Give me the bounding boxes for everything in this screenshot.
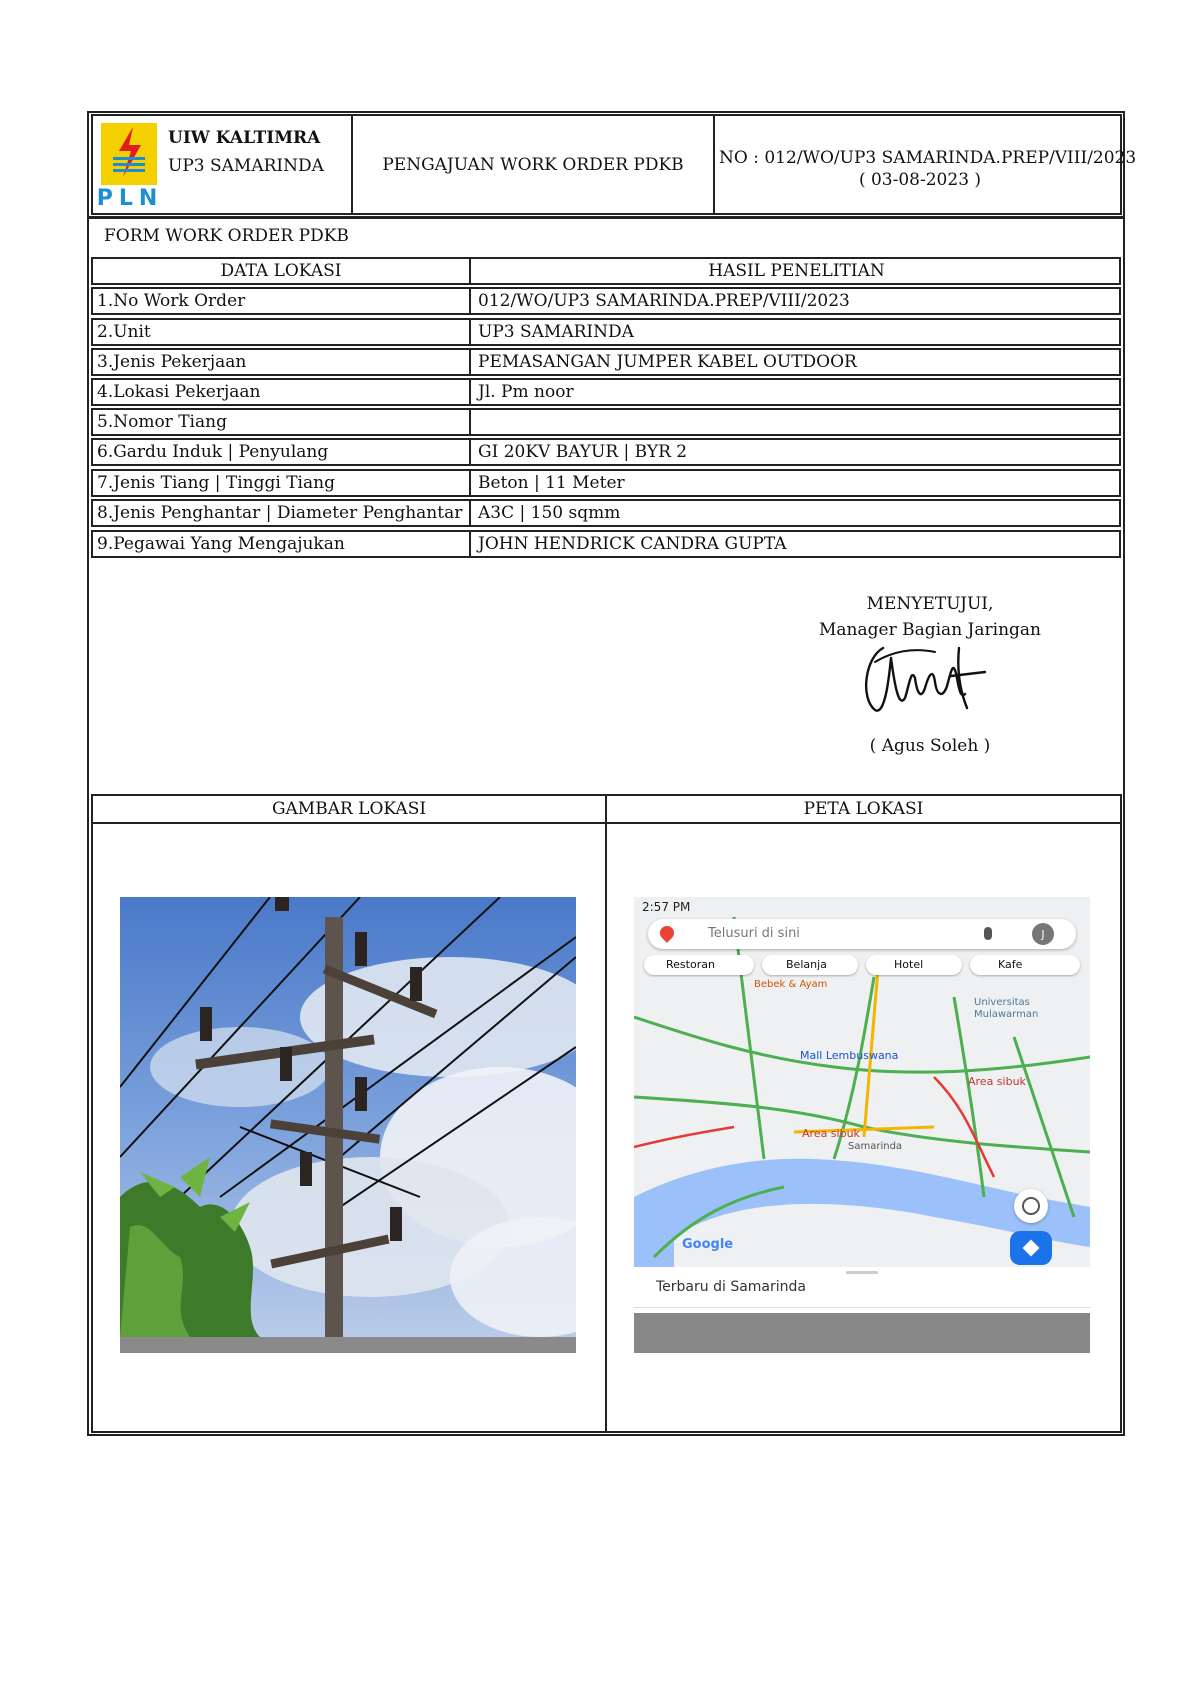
table-row (91, 438, 1121, 466)
map-label: Mall Lembuswana (800, 1049, 899, 1062)
approval-position: Manager Bagian Jaringan (819, 620, 1041, 640)
document-number: NO : 012/WO/UP3 SAMARINDA.PREP/VIII/2023 (719, 148, 1137, 168)
map-title: PETA LOKASI (803, 799, 924, 819)
row-value: A3C | 150 sqmm (478, 503, 621, 523)
sheet-handle (846, 1271, 878, 1274)
photo-title: GAMBAR LOKASI (271, 799, 427, 819)
row-value: Jl. Pm noor (478, 382, 574, 402)
table-header-row (91, 257, 1121, 285)
form-title: FORM WORK ORDER PDKB (104, 226, 349, 246)
row-value: 012/WO/UP3 SAMARINDA.PREP/VIII/2023 (478, 291, 850, 311)
google-logo: Google (682, 1237, 734, 1252)
document-date: ( 03-08-2023 ) (858, 170, 982, 190)
row-label: 7.Jenis Tiang | Tinggi Tiang (93, 471, 471, 495)
org-unit: UP3 SAMARINDA (168, 156, 324, 176)
table-row (91, 530, 1121, 558)
directions-button[interactable] (1010, 1231, 1052, 1265)
row-label: 6.Gardu Induk | Penyulang (93, 440, 471, 464)
map-screenshot (634, 897, 1090, 1353)
map-label: Samarinda (848, 1141, 903, 1152)
map-placeholder-bar (634, 1313, 1090, 1353)
map-chip[interactable] (866, 955, 962, 975)
row-value: PEMASANGAN JUMPER KABEL OUTDOOR (478, 352, 857, 372)
row-value: UP3 SAMARINDA (478, 322, 634, 342)
map-chip[interactable] (644, 955, 754, 975)
map-label: Universitas Mulawarman (974, 997, 1039, 1020)
approver-name: ( Agus Soleh ) (869, 736, 991, 756)
row-value (474, 410, 1119, 434)
row-value: Beton | 11 Meter (478, 473, 625, 493)
column-header-hasil-penelitian: HASIL PENELITIAN (708, 261, 885, 281)
map-label: Area sibuk (968, 1075, 1026, 1088)
approval-heading: MENYETUJUI, (866, 594, 994, 614)
map-search-bar[interactable] (648, 919, 1076, 949)
table-row (91, 469, 1121, 497)
chip-label: Hotel (894, 958, 924, 971)
column-header-data-lokasi: DATA LOKASI (93, 259, 471, 283)
directions-icon (1023, 1240, 1040, 1257)
row-label: 9.Pegawai Yang Mengajukan (93, 532, 471, 556)
number-cell (713, 114, 1137, 215)
search-placeholder: Telusuri di sini (708, 926, 800, 941)
map-title-cell (605, 794, 1122, 824)
row-label: 2.Unit (93, 320, 471, 344)
photo-title-cell (91, 794, 607, 824)
table-row (91, 318, 1121, 346)
org-name: UIW KALTIMRA (168, 128, 321, 148)
maps-pin-icon (657, 923, 677, 943)
row-label: 3.Jenis Pekerjaan (93, 350, 471, 374)
table-row (91, 408, 1121, 436)
avatar[interactable]: J (1032, 923, 1054, 945)
row-label: 1.No Work Order (93, 289, 471, 313)
table-row (91, 287, 1121, 315)
row-label: 4.Lokasi Pekerjaan (93, 380, 471, 404)
org-cell (91, 114, 353, 215)
table-row (91, 348, 1121, 376)
document-title: PENGAJUAN WORK ORDER PDKB (382, 154, 684, 175)
map-label: Area sibuk (802, 1127, 860, 1140)
table-row (91, 378, 1121, 406)
map-chip[interactable] (762, 955, 858, 975)
map-label: Bebek & Ayam (754, 979, 828, 990)
locate-icon (1022, 1197, 1040, 1215)
row-label: 5.Nomor Tiang (93, 410, 471, 434)
bottom-sheet (634, 1267, 1090, 1307)
signature (855, 638, 1005, 718)
pln-logo-text: PLN (96, 186, 164, 211)
chip-label: Belanja (786, 958, 827, 971)
row-value: JOHN HENDRICK CANDRA GUPTA (478, 534, 787, 554)
locate-button[interactable] (1014, 1189, 1048, 1223)
status-time: 2:57 PM (642, 900, 691, 914)
approval-block (800, 594, 1060, 764)
chip-label: Kafe (998, 958, 1023, 971)
sheet-title: Terbaru di Samarinda (656, 1279, 806, 1295)
location-photo (120, 897, 576, 1353)
table-row (91, 499, 1121, 527)
row-label: 8.Jenis Penghantar | Diameter Penghantar (93, 501, 471, 525)
title-cell (351, 114, 715, 215)
map-chip[interactable] (970, 955, 1080, 975)
row-value: GI 20KV BAYUR | BYR 2 (478, 442, 688, 462)
chip-label: Restoran (666, 958, 715, 971)
mic-icon[interactable] (984, 927, 992, 940)
